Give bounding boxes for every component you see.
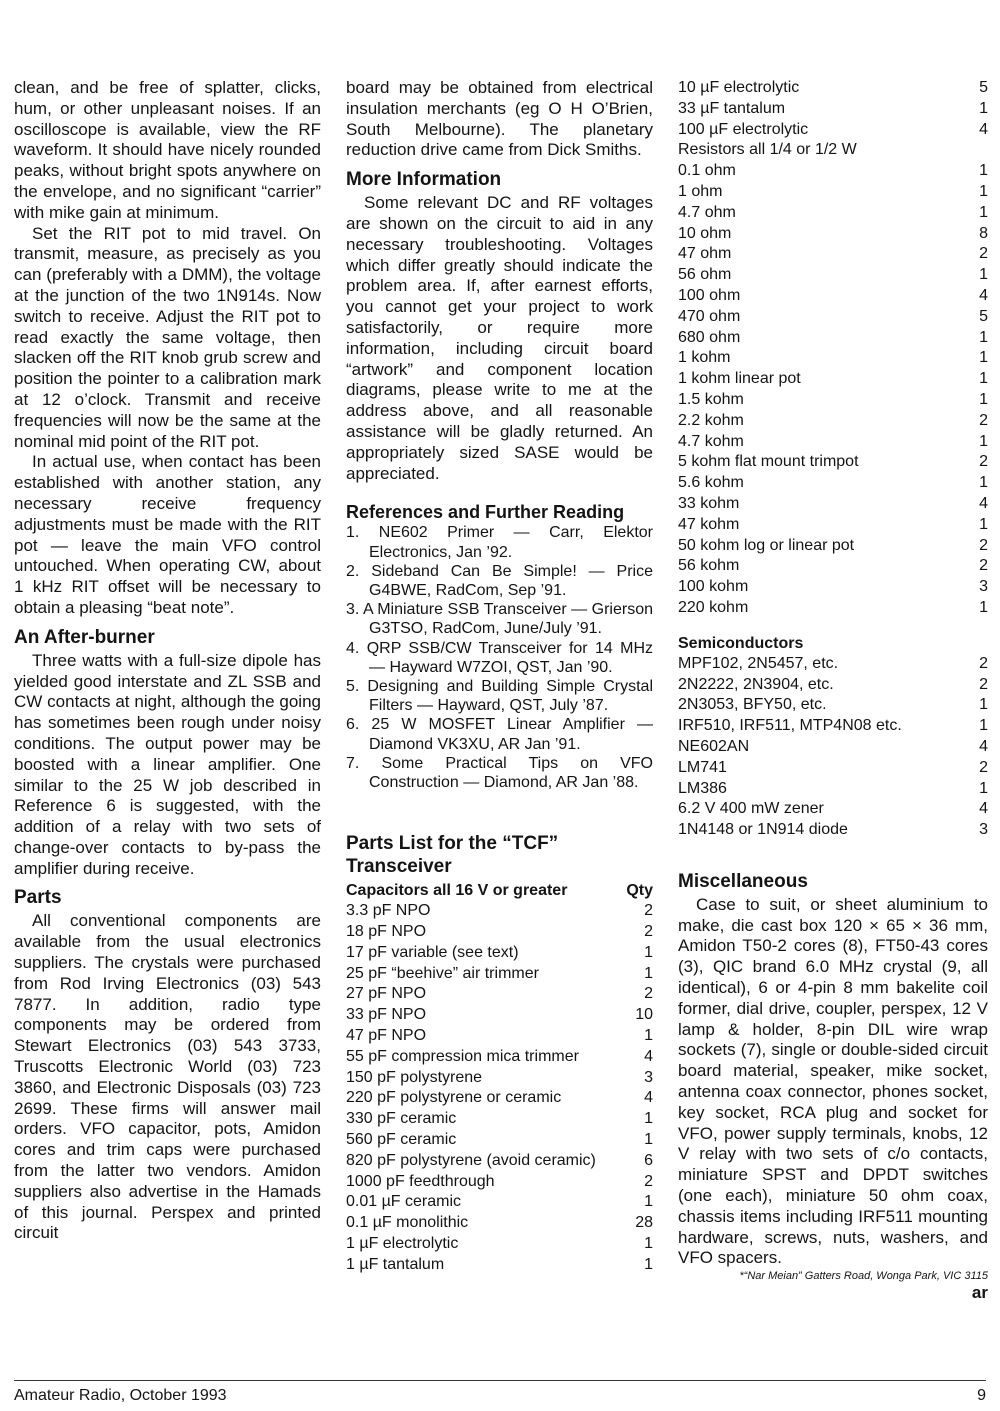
paragraph: Case to suit, or sheet aluminium to make, die cast box 120 × 65 × 36 mm, Amidon T50-2 cores (8), FT50-43 cores (3), QIC brand 6.0 MHz crystal (9, all identical), 6 or 4-pin 8 mm bakelite coil former, dial drive, coupler, perspex, 12 V lamp & holder, 8-pin DIL wire wrap sockets (7), single or double-sided circuit board material, speaker, mike socket, antenna coax connector, phones socket, key socket, RCA plug and socket for VFO, power supply terminals, knobs, 12 V relay with two sets of c/o contacts, miniature SPST and DPDT switches (one each), miniature 50 ohm coax, chassis items including IRF511 mounting hardware, screws, nuts, washers, and VFO spacers. bbox=[678, 894, 988, 1268]
part-name: 10 µF electrolytic bbox=[678, 79, 800, 96]
parts-row bbox=[346, 901, 653, 922]
parts-row bbox=[678, 452, 988, 473]
part-name: 5.6 kohm bbox=[678, 474, 744, 492]
part-qty: 28 bbox=[635, 1214, 653, 1232]
part-name: 55 pF compression mica trimmer bbox=[346, 1047, 579, 1065]
paragraph: Three watts with a full-size dipole has yielded good interstate and ZL SSB and CW contacts at night, although the going has sometimes been rough under noisy conditions. The output power may be boosted with a linear amplifier. One similar to the 25 W job described in Reference 6 is suggested, with the addition of a relay with two sets of change-over contacts to by-pass the amplifier during receive. bbox=[14, 650, 321, 878]
part-qty: 1 bbox=[979, 390, 988, 408]
part-qty: 2 bbox=[644, 922, 653, 940]
part-name: 56 kohm bbox=[678, 557, 740, 575]
part-qty: 10 bbox=[635, 1006, 653, 1024]
parts-row bbox=[678, 99, 988, 120]
capacitors-header bbox=[346, 880, 653, 901]
part-qty: 4 bbox=[979, 494, 988, 512]
part-qty: 1 bbox=[979, 99, 988, 117]
parts-row bbox=[678, 675, 988, 696]
part-name: 100 kohm bbox=[678, 578, 749, 596]
part-name: 330 pF ceramic bbox=[346, 1110, 457, 1128]
part-name: MPF102, 2N5457, etc. bbox=[678, 654, 839, 672]
reference-item: 2. Sideband Can Be Simple! — Price G4BWE, RadCom, Sep ’91. bbox=[346, 562, 653, 599]
reference-item: 5. Designing and Building Simple Crystal Filters — Hayward, QST, July ’87. bbox=[346, 677, 653, 715]
parts-row bbox=[678, 286, 988, 307]
part-name: 2.2 kohm bbox=[678, 411, 744, 429]
heading-parts: Parts bbox=[14, 887, 62, 909]
part-name: 820 pF polystyrene (avoid ceramic) bbox=[346, 1151, 596, 1169]
paragraph: board may be obtained from electrical insulation merchants (eg O H O’Brien, South Melbourne). The planetary reduction drive came from Dick Smiths. bbox=[346, 78, 653, 160]
parts-row bbox=[678, 820, 988, 841]
parts-row bbox=[678, 265, 988, 286]
part-qty: 1 bbox=[979, 432, 988, 450]
parts-row bbox=[678, 779, 988, 800]
part-name: 150 pF polystyrene bbox=[346, 1068, 483, 1086]
heading-more-information: More Information bbox=[346, 169, 502, 191]
part-qty: 2 bbox=[979, 758, 988, 776]
capacitors-list-continued bbox=[678, 78, 988, 140]
parts-row bbox=[678, 203, 988, 224]
parts-row bbox=[346, 1109, 653, 1130]
part-name: 220 kohm bbox=[678, 598, 749, 616]
part-qty: 1 bbox=[644, 1234, 653, 1252]
part-name: 0.01 µF ceramic bbox=[346, 1193, 462, 1211]
part-name: LM386 bbox=[678, 779, 727, 797]
parts-row bbox=[346, 922, 653, 943]
part-name: 47 pF NPO bbox=[346, 1026, 427, 1044]
part-qty: 1 bbox=[644, 964, 653, 982]
part-name: 10 ohm bbox=[678, 224, 732, 242]
part-name: 0.1 µF monolithic bbox=[346, 1214, 469, 1232]
parts-row bbox=[678, 654, 988, 675]
capacitors-list bbox=[346, 901, 653, 1275]
part-qty: 1 bbox=[979, 474, 988, 492]
parts-row bbox=[678, 799, 988, 820]
parts-row bbox=[678, 695, 988, 716]
part-qty: 1 bbox=[644, 1110, 653, 1128]
part-name: 1 kohm linear pot bbox=[678, 370, 801, 388]
parts-row bbox=[678, 556, 988, 577]
part-name: 0.1 ohm bbox=[678, 162, 736, 180]
parts-row bbox=[678, 369, 988, 390]
part-name: 4.7 ohm bbox=[678, 203, 736, 221]
paragraph: Set the RIT pot to mid travel. On transmit, measure, as precisely as you can (preferably with a DMM), the voltage at the junction of the two 1N914s. Now switch to receive. Adjust the RIT pot to read exactly the same voltage, then slacken off the RIT knob grub screw and position the pointer to a calibration mark at 12 o’clock. Transmit and receive frequencies will now be the same at the nominal mid point of the RIT pot. bbox=[14, 223, 321, 451]
part-qty: 4 bbox=[979, 800, 988, 818]
part-qty: 2 bbox=[979, 411, 988, 429]
part-name: IRF510, IRF511, MTP4N08 etc. bbox=[678, 717, 902, 735]
part-qty: 1 bbox=[979, 349, 988, 367]
parts-row bbox=[678, 348, 988, 369]
capacitors-header-label: Capacitors all 16 V or greater bbox=[346, 882, 568, 900]
column-2 bbox=[346, 78, 653, 1276]
parts-row bbox=[678, 390, 988, 411]
part-name: 2N2222, 2N3904, etc. bbox=[678, 675, 834, 693]
parts-row bbox=[678, 328, 988, 349]
parts-row bbox=[678, 737, 988, 758]
part-qty: 8 bbox=[979, 224, 988, 242]
parts-row bbox=[678, 224, 988, 245]
part-name: 2N3053, BFY50, etc. bbox=[678, 696, 827, 714]
parts-row bbox=[678, 120, 988, 141]
part-name: NE602AN bbox=[678, 737, 750, 755]
author-address-footnote: *“Nar Meian” Gatters Road, Wonga Park, VIC 3115 bbox=[739, 1270, 988, 1283]
parts-row bbox=[678, 598, 988, 619]
part-qty: 1 bbox=[979, 598, 988, 616]
part-qty: 2 bbox=[979, 675, 988, 693]
part-name: 18 pF NPO bbox=[346, 922, 427, 940]
heading-after-burner: An After-burner bbox=[14, 626, 155, 648]
part-qty: 2 bbox=[979, 245, 988, 263]
part-qty: 1 bbox=[644, 1255, 653, 1273]
parts-row bbox=[346, 1088, 653, 1109]
part-name: 47 ohm bbox=[678, 245, 732, 263]
semiconductors-list bbox=[678, 654, 988, 841]
part-qty: 2 bbox=[979, 557, 988, 575]
part-qty: 5 bbox=[979, 307, 988, 325]
part-qty: 2 bbox=[979, 453, 988, 471]
page-footer bbox=[14, 1380, 986, 1405]
part-qty: 4 bbox=[644, 1089, 653, 1107]
parts-row bbox=[678, 716, 988, 737]
part-qty: 5 bbox=[979, 79, 988, 96]
parts-row bbox=[346, 984, 653, 1005]
resistors-list bbox=[678, 161, 988, 619]
part-qty: 2 bbox=[979, 654, 988, 672]
paragraph: clean, and be free of splatter, clicks, hum, or other unpleasant noises. If an oscilloscope is available, view the RF waveform. It should have nicely rounded peaks, without bright spots anywhere on the envelope, and no significant “carrier” with mike gain at minimum. bbox=[14, 78, 321, 222]
parts-row bbox=[678, 536, 988, 557]
parts-row bbox=[678, 307, 988, 328]
parts-row bbox=[346, 1026, 653, 1047]
part-name: 4.7 kohm bbox=[678, 432, 744, 450]
part-qty: 2 bbox=[979, 536, 988, 554]
part-qty: 1 bbox=[644, 943, 653, 961]
part-qty: 2 bbox=[644, 1172, 653, 1190]
parts-row bbox=[346, 1047, 653, 1068]
resistors-header: Resistors all 1/4 or 1/2 W bbox=[678, 141, 857, 159]
references-list bbox=[346, 523, 653, 792]
part-qty: 3 bbox=[644, 1068, 653, 1086]
parts-row bbox=[678, 161, 988, 182]
part-qty: 1 bbox=[979, 328, 988, 346]
part-name: 560 pF ceramic bbox=[346, 1130, 457, 1148]
parts-row bbox=[346, 1192, 653, 1213]
part-name: 27 pF NPO bbox=[346, 985, 427, 1003]
page-number: 9 bbox=[977, 1387, 986, 1404]
footer-publication: Amateur Radio, October 1993 bbox=[14, 1387, 227, 1404]
parts-row bbox=[346, 1255, 653, 1276]
part-qty: 2 bbox=[644, 902, 653, 920]
parts-row bbox=[346, 1068, 653, 1089]
part-qty: 3 bbox=[979, 578, 988, 596]
parts-row bbox=[678, 515, 988, 536]
part-name: 1 ohm bbox=[678, 182, 723, 200]
part-name: 1 µF electrolytic bbox=[346, 1234, 459, 1252]
parts-row bbox=[346, 943, 653, 964]
part-qty: 1 bbox=[979, 162, 988, 180]
part-name: 47 kohm bbox=[678, 515, 740, 533]
part-name: 1 µF tantalum bbox=[346, 1255, 445, 1273]
part-name: 33 µF tantalum bbox=[678, 99, 786, 117]
part-name: 1 kohm bbox=[678, 349, 731, 367]
heading-parts-list: Parts List for the “TCF” Transceiver bbox=[346, 833, 559, 878]
part-name: 1000 pF feedthrough bbox=[346, 1172, 495, 1190]
parts-row bbox=[346, 1151, 653, 1172]
part-qty: 1 bbox=[979, 370, 988, 388]
part-qty: 3 bbox=[979, 821, 988, 839]
part-qty: 1 bbox=[979, 266, 988, 284]
part-name: 1N4148 or 1N914 diode bbox=[678, 821, 848, 839]
part-qty: 4 bbox=[979, 120, 988, 138]
part-name: 50 kohm log or linear pot bbox=[678, 536, 855, 554]
paragraph: In actual use, when contact has been established with another station, any necessary receive frequency adjustments must be made with the RIT pot — leave the main VFO control untouched. When operating CW, about 1 kHz RIT offset will be necessary to obtain a pleasing “beat note”. bbox=[14, 452, 321, 617]
parts-row bbox=[678, 244, 988, 265]
parts-row bbox=[346, 1172, 653, 1193]
part-qty: 4 bbox=[979, 286, 988, 304]
semiconductors-header: Semiconductors bbox=[678, 634, 804, 652]
reference-item: 6. 25 W MOSFET Linear Amplifier — Diamond VK3XU, AR Jan ’91. bbox=[346, 716, 653, 753]
part-name: 6.2 V 400 mW zener bbox=[678, 800, 824, 818]
part-qty: 4 bbox=[644, 1047, 653, 1065]
reference-item: 4. QRP SSB/CW Transceiver for 14 MHz — Hayward W7ZOI, QST, Jan ’90. bbox=[346, 639, 653, 676]
column-3 bbox=[678, 78, 988, 1303]
part-qty: 1 bbox=[979, 779, 988, 797]
part-qty: 1 bbox=[979, 203, 988, 221]
reference-item: 7. Some Practical Tips on VFO Construction — Diamond, AR Jan ’88. bbox=[346, 754, 653, 791]
parts-row bbox=[346, 1130, 653, 1151]
part-name: 220 pF polystyrene or ceramic bbox=[346, 1089, 562, 1107]
part-qty: 1 bbox=[979, 182, 988, 200]
end-mark: ar bbox=[971, 1283, 988, 1303]
part-name: 33 kohm bbox=[678, 494, 740, 512]
parts-row bbox=[678, 473, 988, 494]
parts-row bbox=[678, 411, 988, 432]
part-name: LM741 bbox=[678, 758, 727, 776]
part-name: 3.3 pF NPO bbox=[346, 902, 431, 920]
parts-row bbox=[678, 577, 988, 598]
part-name: 1.5 kohm bbox=[678, 390, 744, 408]
part-name: 470 ohm bbox=[678, 307, 741, 325]
heading-references: References and Further Reading bbox=[346, 502, 625, 523]
parts-row bbox=[678, 182, 988, 203]
part-name: 680 ohm bbox=[678, 328, 741, 346]
reference-item: 1. NE602 Primer — Carr, Elektor Electronics, Jan ’92. bbox=[346, 524, 653, 561]
part-name: 5 kohm flat mount trimpot bbox=[678, 453, 859, 471]
part-name: 56 ohm bbox=[678, 266, 732, 284]
part-name: 100 ohm bbox=[678, 286, 741, 304]
part-name: 100 µF electrolytic bbox=[678, 120, 809, 138]
paragraph: All conventional components are available from the usual electronics suppliers. The crystals were purchased from Rod Irving Electronics (03) 543 7877. In addition, radio type components may be ordered from Stewart Electronics (03) 543 3733, Truscotts Electronic World (03) 723 3860, and Electronic Disposals (03) 723 2699. These firms will answer mail orders. VFO capacitor, pots, Amidon cores and trim caps were purchased from the latter two vendors. Amidon suppliers also advertise in the Hamads of this journal. Perspex and printed circuit bbox=[14, 911, 321, 1243]
reference-item: 3. A Miniature SSB Transceiver — Grierson G3TSO, RadCom, June/July ’91. bbox=[346, 601, 653, 638]
part-qty: 1 bbox=[979, 515, 988, 533]
part-qty: 2 bbox=[644, 985, 653, 1003]
paragraph: Some relevant DC and RF voltages are shown on the circuit to aid in any necessary troubleshooting. Voltages which differ greatly should indicate the problem area. If, after earnest efforts, you cannot get your project to work satisfactorily, or require more information, including circuit board “artwork” and component location diagrams, please write to me at the address above, and all reasonable assistance will be gladly returned. An appropriately sized SASE would be appreciated. bbox=[346, 193, 653, 483]
parts-row bbox=[346, 1234, 653, 1255]
parts-row bbox=[678, 78, 988, 99]
part-name: 17 pF variable (see text) bbox=[346, 943, 519, 961]
part-qty: 1 bbox=[644, 1193, 653, 1211]
part-qty: 1 bbox=[979, 696, 988, 714]
parts-row bbox=[678, 432, 988, 453]
heading-miscellaneous: Miscellaneous bbox=[678, 870, 808, 892]
part-qty: 6 bbox=[644, 1151, 653, 1169]
part-qty: 1 bbox=[979, 717, 988, 735]
parts-row bbox=[346, 1005, 653, 1026]
part-name: 25 pF “beehive” air trimmer bbox=[346, 964, 539, 982]
part-qty: 4 bbox=[979, 737, 988, 755]
part-qty: 1 bbox=[644, 1130, 653, 1148]
column-1 bbox=[14, 78, 321, 1244]
qty-header: Qty bbox=[626, 882, 653, 900]
parts-row bbox=[346, 1213, 653, 1234]
parts-row bbox=[678, 758, 988, 779]
part-name: 33 pF NPO bbox=[346, 1006, 427, 1024]
parts-row bbox=[346, 964, 653, 985]
parts-row bbox=[678, 494, 988, 515]
part-qty: 1 bbox=[644, 1026, 653, 1044]
